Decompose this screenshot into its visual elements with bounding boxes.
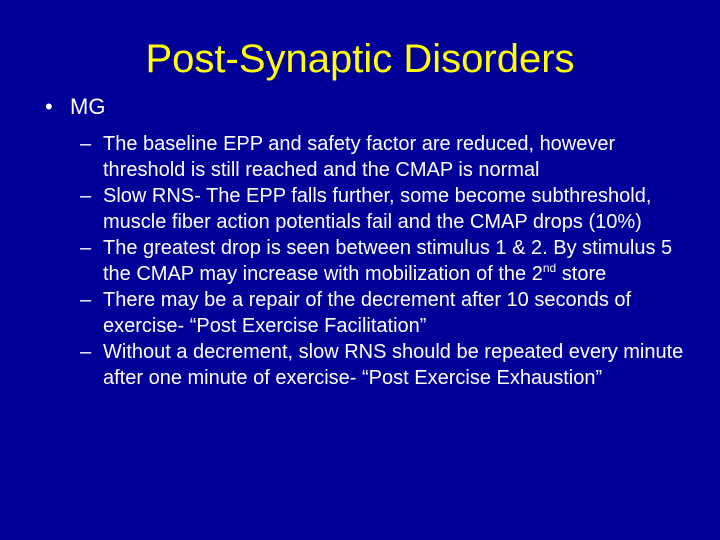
bullet-text: MG (70, 94, 106, 119)
dash-icon: – (80, 341, 92, 363)
sub-bullet-item (80, 287, 700, 339)
dash-icon: – (80, 133, 92, 155)
sub-bullet-text: Without a decrement, slow RNS should be repeated every minute after one minute of exercise- “Post Exercise Exhaustion” (103, 341, 684, 389)
sub-bullet-item (80, 235, 700, 287)
sub-bullet-text: The baseline EPP and safety factor are reduced, however threshold is still reached and the CMAP is normal (103, 133, 616, 181)
sub-bullet-item (80, 131, 700, 183)
dash-icon: – (80, 185, 92, 207)
sub-bullet-text-end: store (556, 263, 607, 285)
sub-bullet-text: Slow RNS- The EPP falls further, some become subthreshold, muscle fiber action potentials fail and the CMAP drops (10%) (103, 185, 652, 233)
sub-bullet-list (80, 131, 700, 391)
sub-bullet-text: There may be a repair of the decrement after 10 seconds of exercise- “Post Exercise Facilitation” (103, 289, 632, 337)
sub-bullet-text-start: The greatest drop is seen between stimulus 1 & 2. By stimulus 5 the CMAP may increase with mobilization of the 2 (103, 237, 673, 285)
bullet-mg (45, 93, 105, 121)
sub-bullet-item (80, 183, 700, 235)
ordinal-superscript: nd (542, 261, 557, 275)
dash-icon: – (80, 289, 92, 311)
slide-title: Post-Synaptic Disorders (145, 37, 575, 81)
bullet-dot-icon: • (45, 94, 53, 119)
dash-icon: – (80, 237, 92, 259)
sub-bullet-item (80, 339, 700, 391)
